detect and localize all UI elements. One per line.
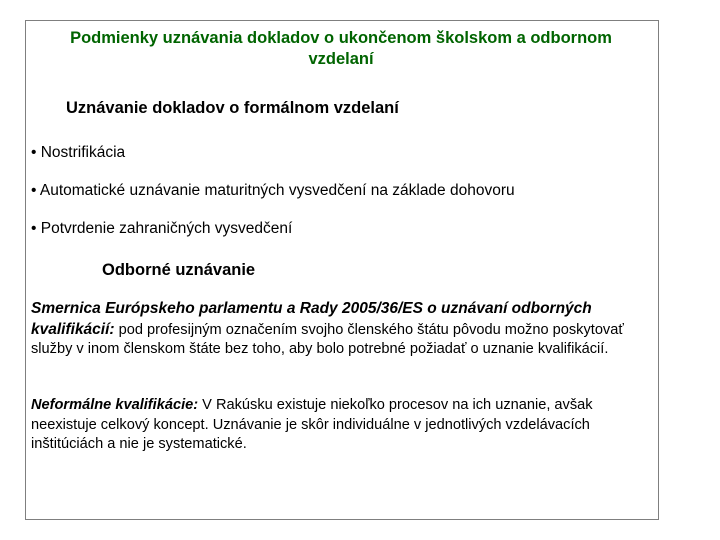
informal-text: V Rakúsku existuje niekoľko procesov na ich uznanie, avšak neexistuje celkový koncept. Uznávanie je skôr individuálne v jednotlivých vzdelávacích inštitúciách a nie je systematické. <box>31 397 593 452</box>
directive-text: pod profesijným označením svojho členského štátu pôvodu možno poskytovať služby v inom členskom štáte bez toho, aby bolo potrebné požiadať o uznanie kvalifikácií. <box>31 321 624 357</box>
informal-lead: Neformálne kvalifikácie: <box>31 397 199 413</box>
bullet-automatic-recognition: • Automatické uznávanie maturitných vysvedčení na základe dohovoru <box>31 182 515 199</box>
professional-recognition-heading: Odborné uznávanie <box>102 261 256 279</box>
slide-title: Podmienky uznávania dokladov o ukončenom školskom a odbornom vzdelaní <box>70 29 612 68</box>
informal-qualifications-paragraph <box>31 396 657 455</box>
formal-education-heading: Uznávanie dokladov o formálnom vzdelaní <box>66 99 399 117</box>
bullet-nostrification: • Nostrifikácia <box>31 144 126 161</box>
directive-paragraph <box>31 299 657 360</box>
bullet-certificate-confirmation: • Potvrdenie zahraničných vysvedčení <box>31 220 293 237</box>
directive-lead: Smernica Európskeho parlamentu a Rady 2005/36/ES o uznávaní odborných kvalifikácií: <box>31 300 592 338</box>
